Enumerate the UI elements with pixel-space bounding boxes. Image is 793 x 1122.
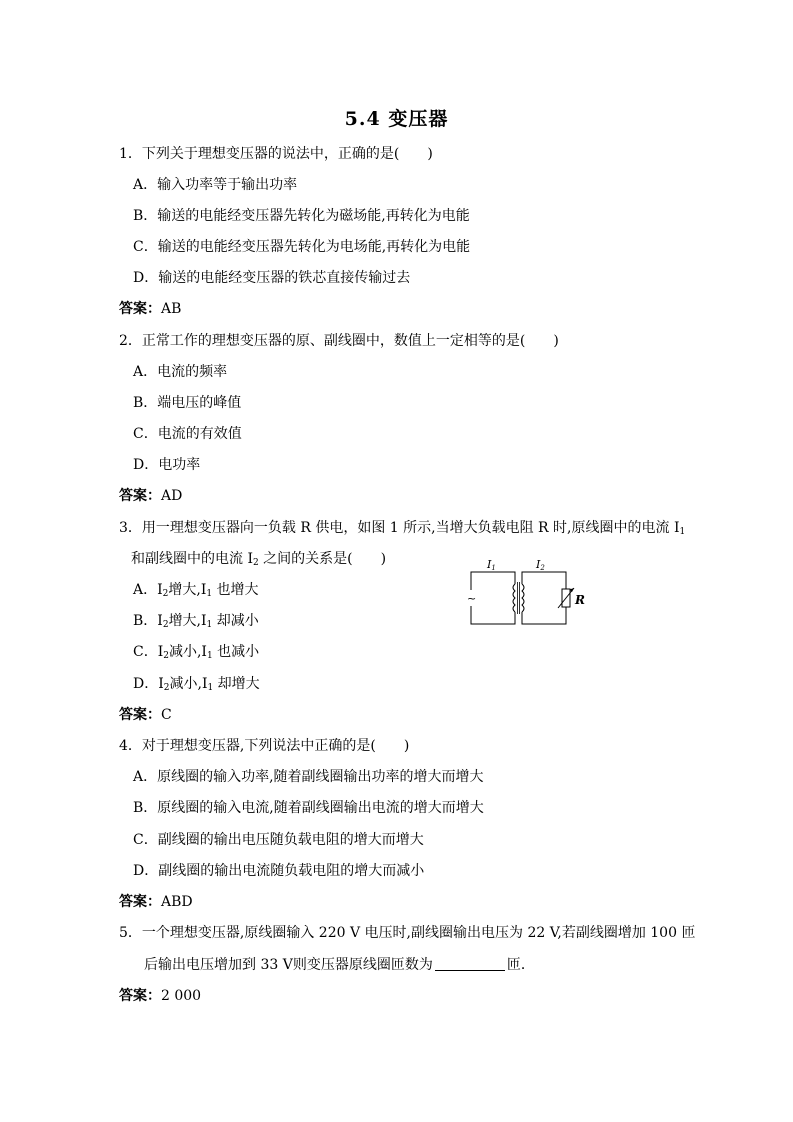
answer-value: ABD bbox=[161, 894, 193, 910]
secondary-loop bbox=[522, 572, 566, 624]
question-1-option-a: A．输入功率等于输出功率 bbox=[133, 177, 298, 193]
transformer-circuit-figure bbox=[463, 558, 593, 633]
primary-loop bbox=[471, 572, 515, 624]
question-1-option-c: C．输送的电能经变压器先转化为电场能,再转化为电能 bbox=[133, 239, 471, 255]
question-4-stem: 4．对于理想变压器,下列说法中正确的是( ) bbox=[119, 738, 410, 754]
page-title: 5.4 变压器 bbox=[344, 108, 449, 130]
answer-blank bbox=[435, 956, 505, 971]
question-5-stem-line-2: 后输出电压增加到 33 V则变压器原线圈匝数为 匝． bbox=[144, 957, 535, 973]
question-2-answer bbox=[119, 486, 182, 506]
question-2-stem: 2．正常工作的理想变压器的原、副线圈中，数值上一定相等的是( ) bbox=[119, 333, 559, 349]
question-4-option-c: C．副线圈的输出电压随负载电阻的增大而增大 bbox=[133, 832, 424, 848]
question-1-option-d: D．输送的电能经变压器的铁芯直接传输过去 bbox=[133, 270, 411, 286]
question-3-option-b: B．$I_2$增大$,I_1$ 却减小 bbox=[133, 613, 259, 630]
resistor-label: R bbox=[575, 593, 585, 607]
question-4-option-d: D．副线圈的输出电流随负载电阻的增大而减小 bbox=[133, 863, 425, 879]
answer-value: AB bbox=[161, 301, 182, 317]
question-3-option-c: C．$I_2$减小$,I_1$ 也减小 bbox=[133, 644, 260, 661]
question-3-stem-line-1: 3．用一理想变压器向一负载 R 供电，如图 1 所示,当增大负载电阻 R 时,原线圈中的电流 $I_1$ bbox=[119, 520, 686, 537]
question-4-option-b: B．原线圈的输入电流,随着副线圈输出电流的增大而增大 bbox=[133, 800, 484, 816]
question-4-option-a: A．原线圈的输入功率,随着副线圈输出功率的增大而增大 bbox=[133, 769, 484, 785]
question-3-option-d: D．$I_2$减小$,I_1$ 却增大 bbox=[133, 676, 260, 693]
question-2-option-a: A．电流的频率 bbox=[133, 364, 228, 380]
question-4-answer bbox=[119, 892, 193, 912]
question-5-stem-line-1: 5．一个理想变压器,原线圈输入 220 V 电压时,副线圈输出电压为 22 V,若副线圈增加 100 匝 bbox=[119, 925, 696, 941]
answer-label: 答案： bbox=[119, 707, 161, 723]
question-2-option-d: D．电功率 bbox=[133, 457, 201, 473]
question-1-answer bbox=[119, 299, 181, 319]
answer-label: 答案： bbox=[119, 988, 161, 1004]
question-2-option-b: B．端电压的峰值 bbox=[133, 395, 242, 411]
question-3-answer bbox=[119, 705, 172, 725]
question-3-option-a: A．$I_2$增大$,I_1$ 也增大 bbox=[133, 582, 259, 599]
current-label-i2: I2 bbox=[536, 558, 545, 572]
current-label-i1: I1 bbox=[487, 558, 496, 572]
question-3-stem-line-2: 和副线圈中的电流 $I_2$ 之间的关系是( ) bbox=[131, 551, 387, 568]
answer-value: C bbox=[161, 707, 172, 723]
question-1-option-b: B．输送的电能经变压器先转化为磁场能,再转化为电能 bbox=[133, 208, 470, 224]
answer-value: AD bbox=[161, 488, 183, 504]
answer-label: 答案： bbox=[119, 488, 161, 504]
question-1-stem: 1．下列关于理想变压器的说法中，正确的是( ) bbox=[119, 146, 433, 162]
question-5-answer bbox=[119, 986, 201, 1006]
ac-source-symbol: ~ bbox=[467, 592, 477, 605]
question-2-option-c: C．电流的有效值 bbox=[133, 426, 242, 442]
answer-value: 2 000 bbox=[161, 988, 202, 1004]
answer-label: 答案： bbox=[119, 301, 161, 317]
answer-label: 答案： bbox=[119, 894, 161, 910]
